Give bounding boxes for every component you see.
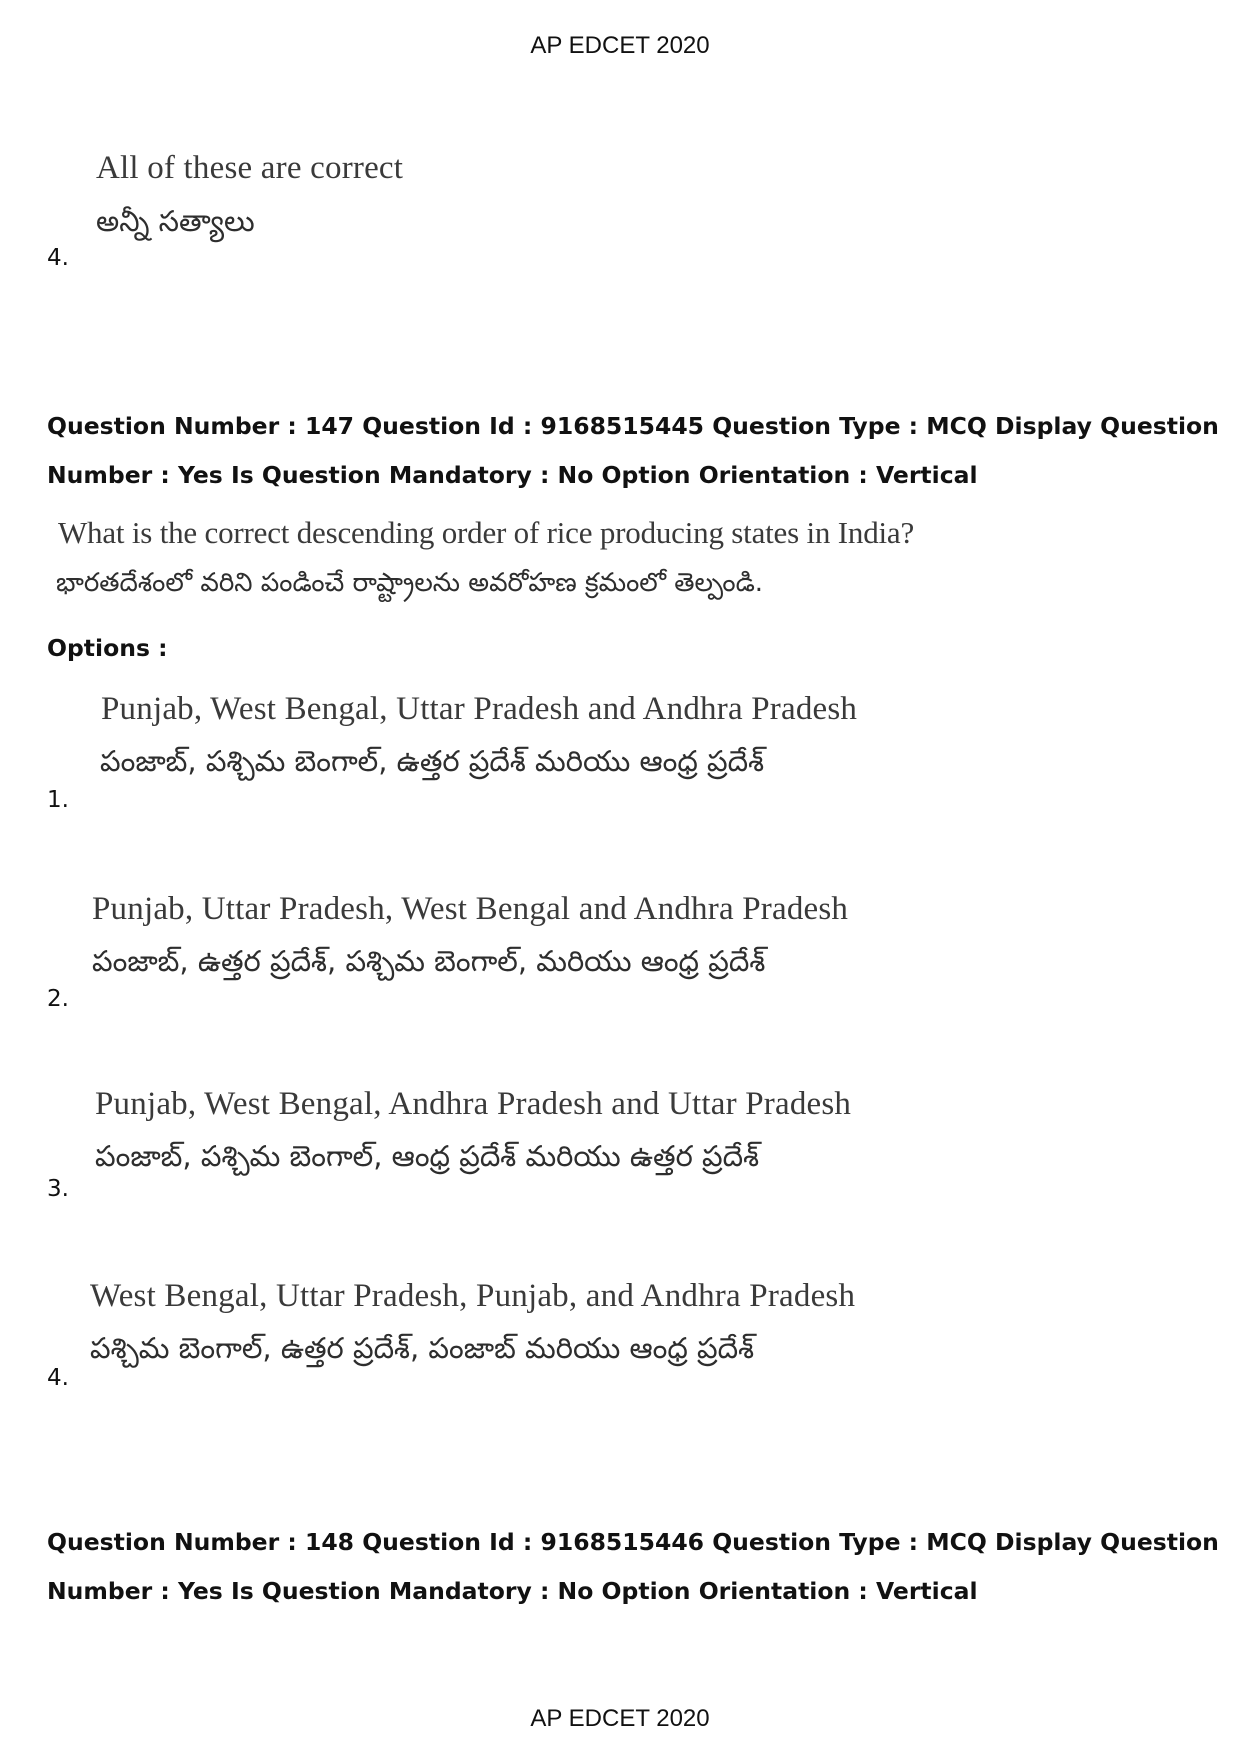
prev-option-4-telugu: అన్నీ సత్యాలు (96, 204, 255, 238)
question-147-meta-line-1: Question Number : 147 Question Id : 9168515445 Question Type : MCQ Display Question (47, 412, 1219, 440)
option-1-number[interactable]: 1. (47, 787, 69, 813)
option-2-number[interactable]: 2. (47, 986, 69, 1012)
question-147-text-telugu: భారతదేశంలో వరిని పండించే రాష్ట్రాలను అవరోహణ క్రమంలో తెల్పండి. (56, 568, 764, 598)
page-header: AP EDCET 2020 (530, 32, 710, 59)
options-label: Options : (47, 634, 168, 662)
prev-option-4-english: All of these are correct (96, 150, 404, 186)
option-1-english: Punjab, West Bengal, Uttar Pradesh and Andhra Pradesh (101, 691, 858, 727)
question-148-meta-line-2: Number : Yes Is Question Mandatory : No Option Orientation : Vertical (47, 1577, 978, 1605)
option-4-number[interactable]: 4. (47, 1365, 69, 1391)
option-1-telugu: పంజాబ్, పశ్చిమ బెంగాల్, ఉత్తర ప్రదేశ్ మరియు ఆంధ్ర ప్రదేశ్ (100, 744, 765, 778)
page-footer: AP EDCET 2020 (530, 1705, 710, 1732)
question-148-meta-line-1: Question Number : 148 Question Id : 9168515446 Question Type : MCQ Display Question (47, 1528, 1219, 1556)
option-4-telugu: పశ్చిమ బెంగాల్, ఉత్తర ప్రదేశ్, పంజాబ్ మరియు ఆంధ్ర ప్రదేశ్ (90, 1331, 755, 1365)
question-147-meta-line-2: Number : Yes Is Question Mandatory : No Option Orientation : Vertical (47, 461, 978, 489)
question-147-text-english: What is the correct descending order of rice producing states in India? (58, 515, 915, 550)
prev-option-4-number: 4. (47, 245, 69, 271)
option-3-number[interactable]: 3. (47, 1176, 69, 1202)
option-3-english: Punjab, West Bengal, Andhra Pradesh and Uttar Pradesh (95, 1086, 852, 1122)
option-2-telugu: పంజాబ్, ఉత్తర ప్రదేశ్, పశ్చిమ బెంగాల్, మరియు ఆంధ్ర ప్రదేశ్ (92, 944, 766, 978)
option-3-telugu: పంజాబ్, పశ్చిమ బెంగాల్, ఆంధ్ర ప్రదేశ్ మరియు ఉత్తర ప్రదేశ్ (95, 1139, 760, 1173)
option-4-english: West Bengal, Uttar Pradesh, Punjab, and Andhra Pradesh (90, 1278, 856, 1314)
option-2-english: Punjab, Uttar Pradesh, West Bengal and Andhra Pradesh (92, 891, 849, 927)
